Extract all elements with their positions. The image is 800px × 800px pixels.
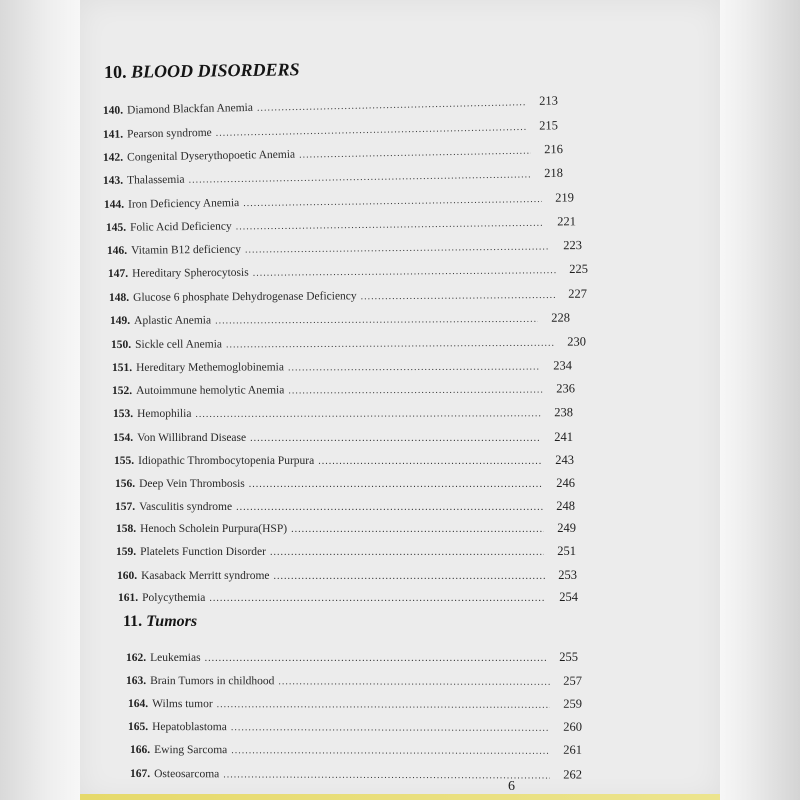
toc-entry-page: 243: [555, 453, 574, 467]
toc-entry-title: Hereditary Methemoglobinemia: [136, 361, 285, 374]
right-background: [720, 0, 800, 800]
toc-entry-number: 144.: [103, 198, 125, 211]
toc-entry: [116, 544, 576, 562]
toc-entry-number: 167.: [129, 768, 151, 781]
toc-entry-title: Henoch Scholein Purpura(HSP): [140, 523, 288, 535]
dot-leader: [243, 194, 542, 209]
dot-leader: [274, 571, 545, 582]
toc-entry: [130, 742, 582, 761]
toc-entry-title: Sickle cell Anemia: [135, 338, 223, 351]
toc-entry-page: 255: [559, 650, 578, 664]
dot-leader: [299, 146, 531, 161]
page-number: 6: [508, 779, 515, 794]
toc-entry-number: 162.: [126, 652, 147, 664]
toc-entry-page: 251: [557, 544, 576, 558]
toc-entry-title: Osteosarcoma: [154, 768, 220, 781]
toc-entry-number: 156.: [115, 478, 136, 490]
toc-entry-title: Ewing Sarcoma: [154, 744, 228, 757]
toc-entry-page: 238: [554, 405, 574, 420]
dot-leader: [278, 676, 550, 687]
toc-entry-title: Leukemias: [150, 652, 201, 664]
toc-entry-title: Aplastic Anemia: [134, 314, 212, 327]
dot-leader: [249, 479, 543, 490]
toc-entry-number: 161.: [118, 592, 139, 604]
dot-leader: [245, 241, 550, 255]
toc-entry-title: Von Willibrand Disease: [137, 432, 247, 444]
dot-leader: [195, 408, 541, 420]
dot-leader: [231, 722, 550, 734]
toc-entry-number: 157.: [115, 501, 136, 513]
dot-leader: [253, 265, 556, 279]
dot-leader: [223, 769, 550, 781]
toc-entry-title: Brain Tumors in childhood: [150, 675, 275, 688]
toc-entry-title: Polycythemia: [142, 592, 206, 604]
dot-leader: [209, 593, 546, 604]
dot-leader: [215, 314, 538, 327]
toc-entry-page: 241: [554, 430, 573, 444]
toc-entry-page: 259: [563, 696, 583, 711]
dot-leader: [205, 653, 546, 664]
toc-entry: [114, 453, 574, 471]
toc-entry: [117, 568, 577, 586]
toc-entry-number: 143.: [102, 174, 124, 187]
toc-entry-number: 152.: [111, 384, 133, 397]
toc-entry-title: Congenital Dyserythopoetic Anemia: [126, 148, 296, 164]
toc-entry-number: 150.: [110, 338, 132, 351]
toc-entry-title: Hepatoblastoma: [152, 721, 227, 734]
toc-entry-page: 215: [538, 118, 559, 133]
toc-entry-title: Vasculitis syndrome: [139, 501, 233, 513]
dot-leader: [270, 547, 544, 558]
toc-entry: [118, 590, 578, 608]
toc-entry-title: Vitamin B12 deficiency: [131, 243, 241, 257]
toc-entry-title: Glucose 6 phosphate Dehydrogenase Deficiency: [133, 290, 357, 304]
toc-entry-page: 213: [538, 93, 559, 108]
toc-entry-page: 234: [553, 358, 573, 373]
section-number: 11.: [123, 613, 143, 630]
toc-entry-page: 223: [563, 238, 583, 253]
toc-entry: [115, 476, 575, 494]
dot-leader: [217, 699, 550, 711]
bottom-edge-strip: [80, 794, 720, 800]
dot-leader: [257, 97, 526, 114]
toc-entry-page: 225: [569, 261, 589, 276]
toc-entry-title: Diamond Blackfan Anemia: [126, 101, 254, 117]
toc-entry: [128, 719, 582, 738]
toc-entry-number: 147.: [107, 267, 129, 280]
toc-entry-title: Idiopathic Thrombocytopenia Purpura: [138, 455, 315, 467]
toc-entry-page: 218: [544, 165, 564, 181]
dot-leader: [236, 218, 544, 233]
toc-entry-title: Thalassemia: [127, 173, 185, 187]
toc-entry-page: 221: [557, 214, 577, 229]
toc-entry-page: 216: [544, 141, 564, 157]
section-heading-blood-disorders: [104, 59, 300, 83]
toc-entry: [128, 696, 582, 715]
toc-entry: [110, 311, 570, 331]
toc-entry-number: 148.: [108, 291, 130, 304]
toc-entry-page: 257: [563, 673, 583, 688]
toc-entry-number: 165.: [127, 721, 149, 734]
toc-entry-page: 219: [555, 190, 575, 205]
dot-leader: [189, 169, 532, 185]
toc-entry-page: 260: [563, 719, 583, 734]
toc-entry-title: Kasaback Merritt syndrome: [141, 570, 270, 582]
toc-entry-page: 262: [563, 767, 583, 782]
toc-entry-number: 140.: [102, 104, 124, 117]
section-heading-tumors: [123, 613, 197, 631]
toc-entry-title: Pearson syndrome: [126, 126, 212, 141]
toc-entry-title: Platelets Function Disorder: [140, 546, 266, 558]
toc-entry: [111, 335, 586, 355]
section-title: Tumors: [146, 613, 198, 630]
toc-entry: [116, 521, 576, 539]
toc-entry-number: 159.: [116, 546, 137, 558]
dot-leader: [361, 290, 555, 302]
dot-leader: [226, 338, 554, 351]
toc-entry: [109, 287, 587, 308]
toc-entry-number: 164.: [127, 698, 149, 711]
toc-entry-page: 261: [563, 742, 583, 757]
toc-entry-number: 145.: [105, 221, 127, 234]
section-number: 10.: [103, 61, 127, 82]
toc-entry-page: 236: [556, 381, 576, 396]
toc-entry-title: Folic Acid Deficiency: [130, 220, 232, 234]
dot-leader: [291, 524, 544, 535]
toc-entry-title: Deep Vein Thrombosis: [139, 478, 245, 490]
toc-entry-number: 163.: [125, 675, 147, 688]
toc-entry-number: 166.: [129, 744, 151, 757]
dot-leader: [288, 384, 543, 396]
toc-entry-title: Autoimmune hemolytic Anemia: [136, 384, 285, 397]
dot-leader: [288, 362, 540, 374]
dot-leader: [216, 122, 526, 139]
toc-entry-number: 158.: [116, 523, 137, 535]
left-background: [0, 0, 80, 800]
dot-leader: [236, 502, 543, 513]
toc-entry-title: Wilms tumor: [152, 698, 213, 711]
toc-entry-page: 248: [556, 499, 575, 513]
toc-entry: [112, 381, 575, 401]
toc-entry: [126, 650, 578, 668]
dot-leader: [231, 745, 550, 757]
toc-entry-page: 228: [551, 310, 571, 325]
toc-entry-page: 230: [567, 334, 587, 349]
dot-leader: [318, 456, 542, 467]
toc-entry-page: 246: [556, 476, 575, 490]
toc-entry-number: 155.: [114, 455, 135, 467]
dot-leader: [250, 433, 541, 444]
toc-entry: [126, 673, 582, 692]
toc-entry-title: Hemophilia: [137, 407, 192, 420]
section-title: BLOOD DISORDERS: [130, 59, 300, 82]
toc-entry-title: Iron Deficiency Anemia: [128, 197, 240, 211]
toc-entry: [113, 405, 573, 424]
toc-entry-title: Hereditary Spherocytosis: [132, 266, 249, 280]
toc-entry-number: 149.: [109, 314, 131, 327]
toc-entry-page: 254: [559, 590, 578, 604]
toc-entry-page: 249: [557, 521, 576, 535]
toc-entry-number: 160.: [117, 570, 138, 582]
toc-entry-page: 253: [558, 568, 577, 582]
toc-entry-number: 154.: [113, 432, 134, 444]
toc-entry-number: 153.: [112, 407, 134, 420]
toc-entry-number: 146.: [106, 244, 128, 257]
toc-entry-page: 227: [568, 286, 588, 301]
toc-entry: [113, 430, 573, 448]
toc-entry-number: 141.: [102, 128, 124, 141]
toc-entry: [115, 499, 575, 517]
toc-entry-number: 142.: [102, 151, 124, 164]
toc-entry: [112, 358, 572, 378]
toc-entry-number: 151.: [111, 361, 133, 374]
